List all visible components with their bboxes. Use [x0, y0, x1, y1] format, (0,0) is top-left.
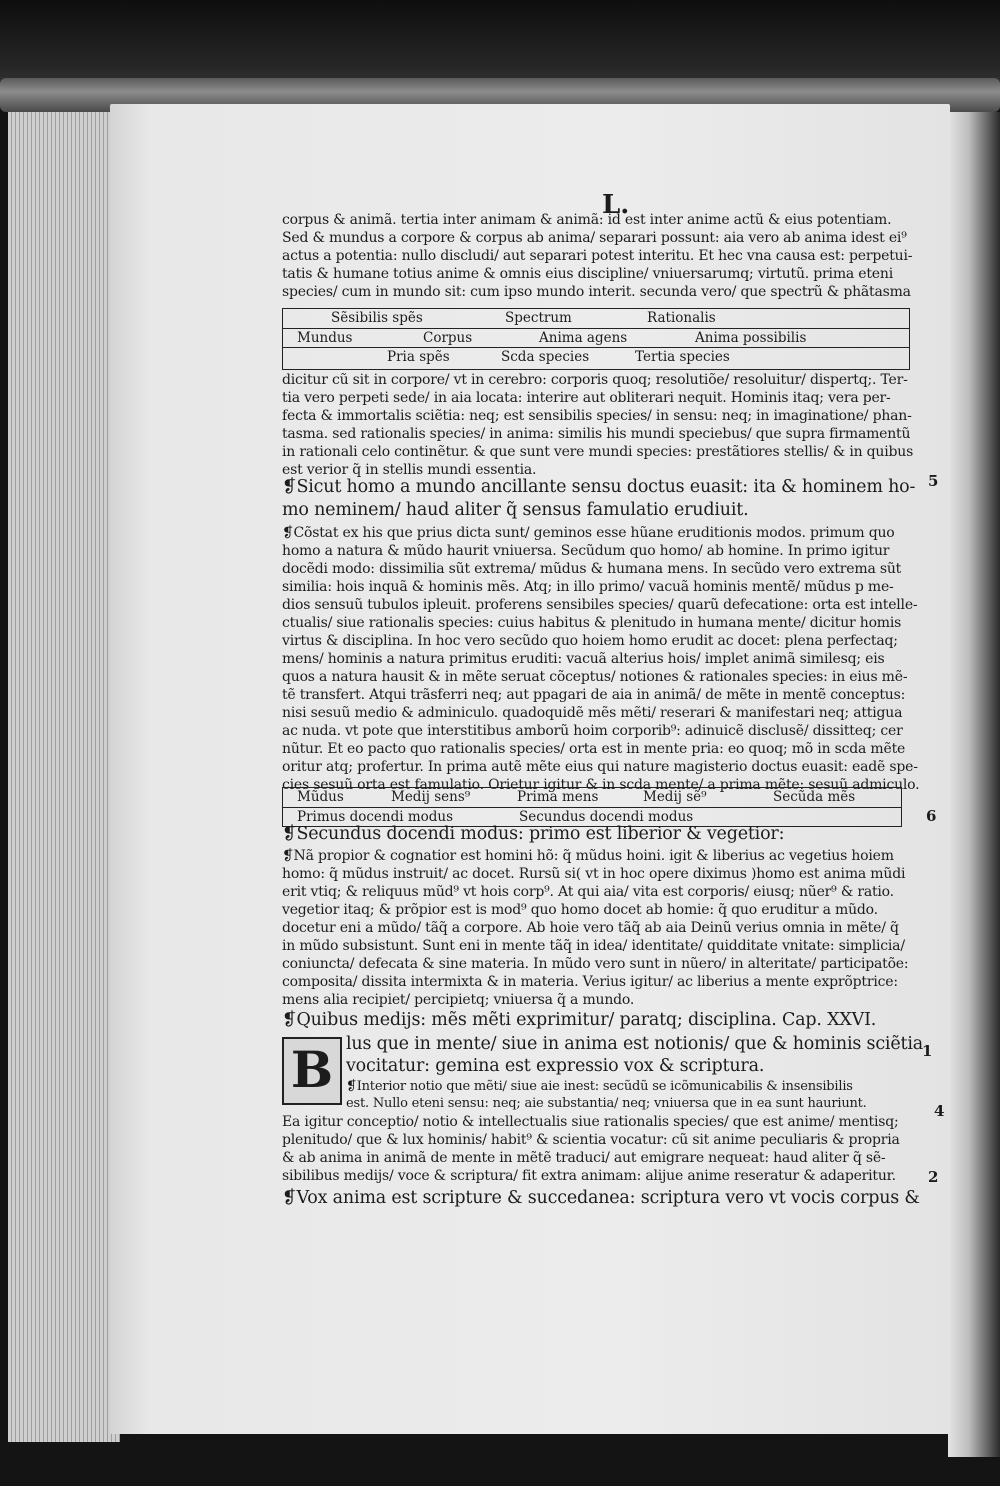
table-cell: Tertia species [635, 349, 730, 365]
table-cell: Anima agens [539, 330, 628, 346]
text-line: nisi sesuũ medio & adminiculo. quadoquidẽ mẽs mẽti/ reserari & manifestari neq; attigua [282, 705, 903, 721]
text-line: dios sensuũ tubulos ipleuit. proferens sensibiles species/ quarũ defecatione: orta est intelle- [282, 597, 918, 613]
text-line: Ea igitur conceptio/ notio & intellectualis siue rationalis species/ que est anime/ mentisq; [282, 1114, 899, 1130]
margin-note: 5 [928, 472, 939, 490]
text-line: Sed & mundus a corpore & corpus ab anima/ separari possunt: aia vero ab anima idest ei⁹ [282, 230, 907, 246]
table-cell: Primus docendi modus [297, 809, 454, 825]
text-line: corpus & animã. tertia inter animam & animã: id est inter anime actũ & eius potentiam. [282, 212, 892, 228]
margin-note: 2 [928, 1168, 939, 1186]
table-cell: Pria spẽs [387, 349, 450, 365]
text-line: species/ cum in mundo sit: cum ipso mundo interit. secunda vero/ que spectrũ & phãtasma [282, 284, 911, 300]
text-line: erit vtiq; & reliquus mũd⁹ vt hois corp⁹. At qui aia/ vita est corporis/ eiusq; nũer⁹ & ratio. [282, 884, 894, 900]
decorated-initial-letter: B [282, 1037, 342, 1105]
text-line: coniuncta/ defecata & sine materia. In mũdo vero sunt in nũero/ in alteritate/ participatõe: [282, 956, 909, 972]
table-cell: Spectrum [505, 310, 572, 326]
text-line: ❡Interior notio que mẽti/ siue aie inest: secũdũ se icõmunicabilis & insensibilis [346, 1079, 853, 1094]
text-line: homo: q̃ mũdus instruit/ ac docet. Rursũ si( vt in hoc opere diximus )homo est anima mũdi [282, 866, 906, 882]
section-heading: ❡Sicut homo a mundo ancillante sensu doctus euasit: ita & hominem ho- [282, 477, 916, 497]
text-line: est. Nullo eteni sensu: neq; aie substantia/ neq; vniuersa que in ea sunt hauriunt. [346, 1096, 867, 1111]
section-heading: mo neminem/ haud aliter q̃ sensus famulatio erudiuit. [282, 500, 749, 520]
text-line: & ab anima in animã de mente in mẽtẽ traduci/ aut emigrare nequeat: haud aliter q̃ sẽ- [282, 1150, 886, 1166]
folio-number: L. [602, 190, 630, 220]
page-edges-left [8, 112, 120, 1442]
table-cell: Rationalis [647, 310, 716, 326]
text-line: ❡Cõstat ex his que prius dicta sunt/ geminos esse hũane eruditionis modos. primum quo [282, 525, 895, 541]
text-line: vegetior itaq; & prõpior est is mod⁹ quo homo docet ab homie: q̃ quo eruditur a mũdo. [282, 902, 878, 918]
text-line: nũtur. Et eo pacto quo rationalis species/ orta est in mente pria: eo quoq; mõ in scda mẽte [282, 741, 906, 757]
table-cell: Prima mens [517, 789, 599, 805]
table-cell: Mũdus [297, 789, 344, 805]
section-heading: ❡Secundus docendi modus: primo est liberior & vegetior: [282, 824, 785, 844]
text-line: quos a natura hausit & in mẽte seruat cõceptus/ notiones & rationales species: in eius mẽ- [282, 669, 908, 685]
diagram-table-species [282, 308, 910, 370]
book-page [110, 104, 950, 1434]
text-line: cies sesuũ orta est famulatio. Orietur igitur & in scda mente/ a prima mẽte: sesuũ admiculo. [282, 777, 920, 793]
text-line: ❡Nã propior & cognatior est homini hõ: q̃ mũdus hoini. igit & liberius ac vegetius hoiem [282, 848, 894, 864]
text-line: docẽdi modo: dissimilia sũt extrema/ mũdus & humana mens. In secũdo vero extrema sũt [282, 561, 902, 577]
text-line: in mũdo subsistunt. Sunt eni in mente tãq̃ in idea/ identitate/ quidditate vnitate: simplicia/ [282, 938, 905, 954]
text-line: ❡Vox anima est scripture & succedanea: scriptura vero vt vocis corpus & [282, 1188, 920, 1208]
text-line: tẽ transfert. Atqui trãsferri neq; aut ppagari de aia in animã/ de mẽte in mentẽ conceptus: [282, 687, 906, 703]
table-cell: Sẽsibilis spẽs [331, 310, 423, 326]
text-line: tatis & humane totius anime & omnis eius discipline/ vniuersarumq; virtutũ. prima eteni [282, 266, 893, 282]
text-line: ctualis/ siue rationalis species: cuius habitus & plenitudo in humana mente/ dicitur homis [282, 615, 902, 631]
text-line: mens/ hominis a natura primitus eruditi: vacuã alterius hois/ implet animã similesq; eis [282, 651, 885, 667]
text-line: vocitatur: gemina est expressio vox & scriptura. [346, 1056, 765, 1076]
text-line: similia: hois inquã & hominis mẽs. Atq; in illo primo/ vacuã hominis mentẽ/ mũdus p me- [282, 579, 894, 595]
text-line: mens alia recipiet/ percipietq; vniuersa q̃ a mundo. [282, 992, 635, 1008]
text-line: lus que in mente/ siue in anima est notionis/ que & hominis sciẽtia [346, 1034, 923, 1054]
table-cell: Medij sẽ⁹ [643, 789, 707, 805]
text-line: tasma. sed rationalis species/ in anima: similis his mundi speciebus/ que supra firmamentũ [282, 426, 911, 442]
text-line: tia vero perpeti sede/ in aia locata: interire aut obliterari nequit. Hominis itaq; vera per- [282, 390, 891, 406]
text-line: actus a potentia: nullo discludi/ aut separari potest interitu. Et hec vna causa est: perpetui- [282, 248, 913, 264]
text-line: fecta & immortalis sciẽtia: neq; est sensibilis species/ in sensu: neq; in imaginatione/ phan- [282, 408, 912, 424]
text-line: composita/ dissita intermixta & in materia. Verius igitur/ ac liberius a mente exprõptrice: [282, 974, 898, 990]
table-cell: Medij sens⁹ [391, 789, 471, 805]
text-line: plenitudo/ que & lux hominis/ habit⁹ & scientia vocatur: cũ sit anime peculiaris & propria [282, 1132, 900, 1148]
table-cell: Mundus [297, 330, 353, 346]
table-cell: Anima possibilis [695, 330, 807, 346]
table-cell: Scda species [501, 349, 590, 365]
text-line: oritur atq; profertur. In prima autẽ mẽte eius qui nature magisterio doctus euasit: eadẽ spe- [282, 759, 918, 775]
text-line: dicitur cũ sit in corpore/ vt in cerebro: corporis quoq; resolutiõe/ resoluitur/ dispertq;. Ter- [282, 372, 908, 388]
text-line: homo a natura & mũdo haurit vniuersa. Secũdum quo homo/ ab homine. In primo igitur [282, 543, 890, 559]
page-edges-right [948, 112, 1000, 1457]
text-line: sibilibus medijs/ voce & scriptura/ fit extra animam: alijue anime reseratur & adaperitur. [282, 1168, 896, 1184]
table-cell: Corpus [423, 330, 473, 346]
margin-note: 6 [926, 807, 937, 825]
text-line: in rationali celo continẽtur. & que sunt vere mundi species: prestãtiores stellis/ & in quibus [282, 444, 914, 460]
text-line: est verior q̃ in stellis mundi essentia. [282, 462, 537, 478]
margin-note: 4 [934, 1102, 945, 1120]
text-line: docetur eni a mũdo/ tãq̃ a corpore. Ab hoie vero tãq̃ ab aia Deinũ verius omnia in mẽte/ q̃ [282, 920, 899, 936]
table-cell: Secundus docendi modus [519, 809, 694, 825]
chapter-heading: ❡Quibus medijs: mẽs mẽti exprimitur/ paratq; disciplina. Cap. XXVI. [282, 1010, 877, 1030]
diagram-table-teaching [282, 787, 902, 827]
text-line: ac nuda. vt pote que interstitibus amborũ hoim corporib⁹: adinuicẽ disclusẽ/ dissitteq; cer [282, 723, 903, 739]
table-cell: Secũda mẽs [773, 789, 856, 805]
text-line: virtus & disciplina. In hoc vero secũdo quo hoiem homo erudit ac docet: plena perfectaq; [282, 633, 898, 649]
margin-note: 1 [922, 1042, 933, 1060]
